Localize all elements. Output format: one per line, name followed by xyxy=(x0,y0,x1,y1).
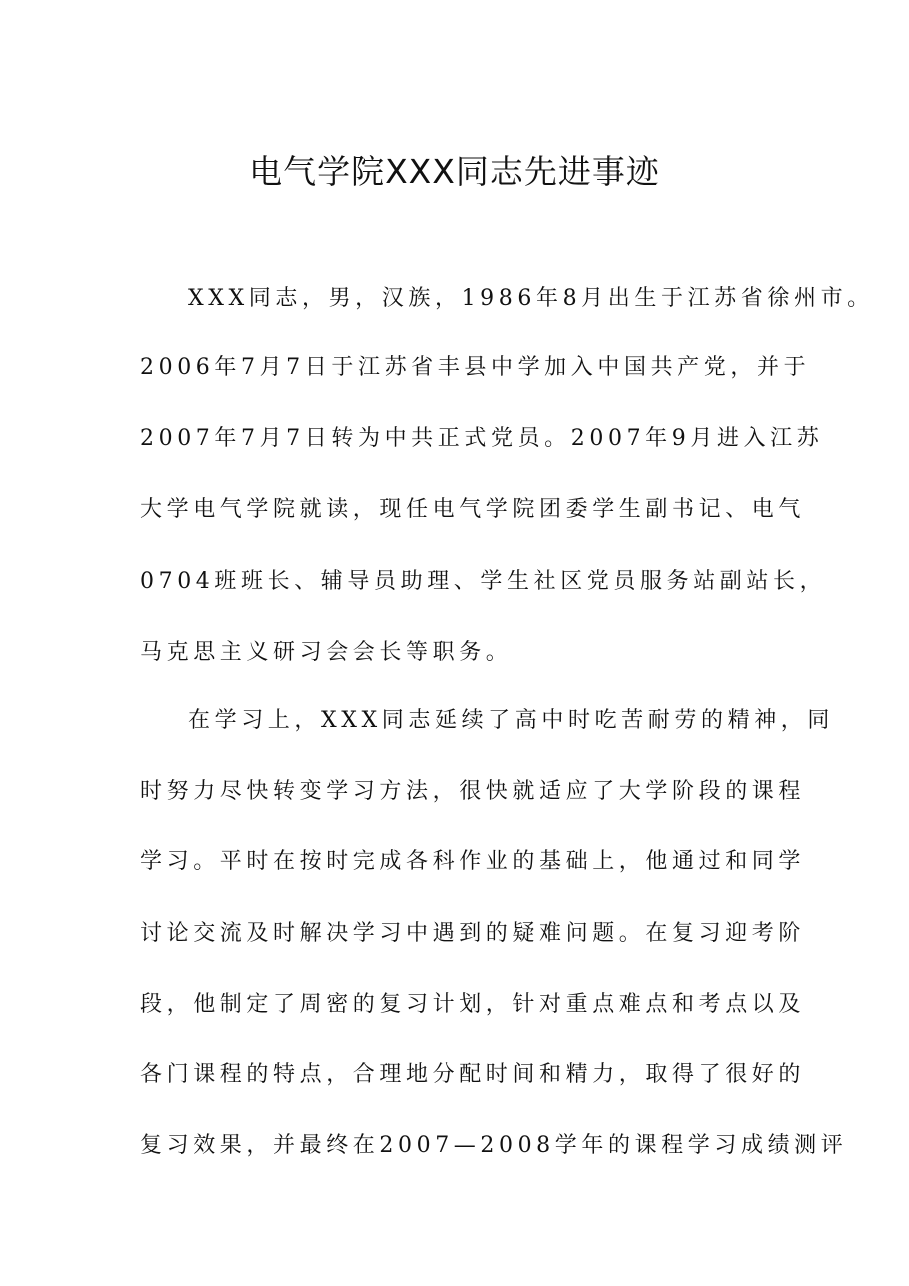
paragraph-2-line-1: 在学习上，XXX同志延续了高中时吃苦耐劳的精神，同 xyxy=(188,708,834,733)
paragraph-2-line-5: 段，他制定了周密的复习计划，针对重点难点和考点以及 xyxy=(140,992,806,1017)
paragraph-2-line-3: 学习。平时在按时完成各科作业的基础上，他通过和同学 xyxy=(140,849,806,874)
paragraph-2-line-6: 各门课程的特点，合理地分配时间和精力，取得了很好的 xyxy=(140,1062,806,1087)
paragraph-1-line-1: XXX同志，男，汉族，1986年8月出生于江苏省徐州市。 xyxy=(188,286,874,311)
paragraph-1-line-6: 马克思主义研习会会长等职务。 xyxy=(140,640,513,665)
paragraph-1-line-5: 0704班班长、辅导员助理、学生社区党员服务站副站长， xyxy=(140,569,827,594)
paragraph-2-line-7: 复习效果，并最终在2007—2008学年的课程学习成绩测评 xyxy=(140,1133,848,1158)
paragraph-2-line-4: 讨论交流及时解决学习中遇到的疑难问题。在复习迎考阶 xyxy=(140,921,806,946)
document-title: 电气学院XXX同志先进事迹 xyxy=(249,152,660,191)
paragraph-1-line-2: 2006年7月7日于江苏省丰县中学加入中国共产党，并于 xyxy=(140,355,811,380)
paragraph-1-line-3: 2007年7月7日转为中共正式党员。2007年9月进入江苏 xyxy=(140,426,824,451)
paragraph-2-line-2: 时努力尽快转变学习方法，很快就适应了大学阶段的课程 xyxy=(140,779,806,804)
paragraph-1-line-4: 大学电气学院就读，现任电气学院团委学生副书记、电气 xyxy=(140,497,806,522)
